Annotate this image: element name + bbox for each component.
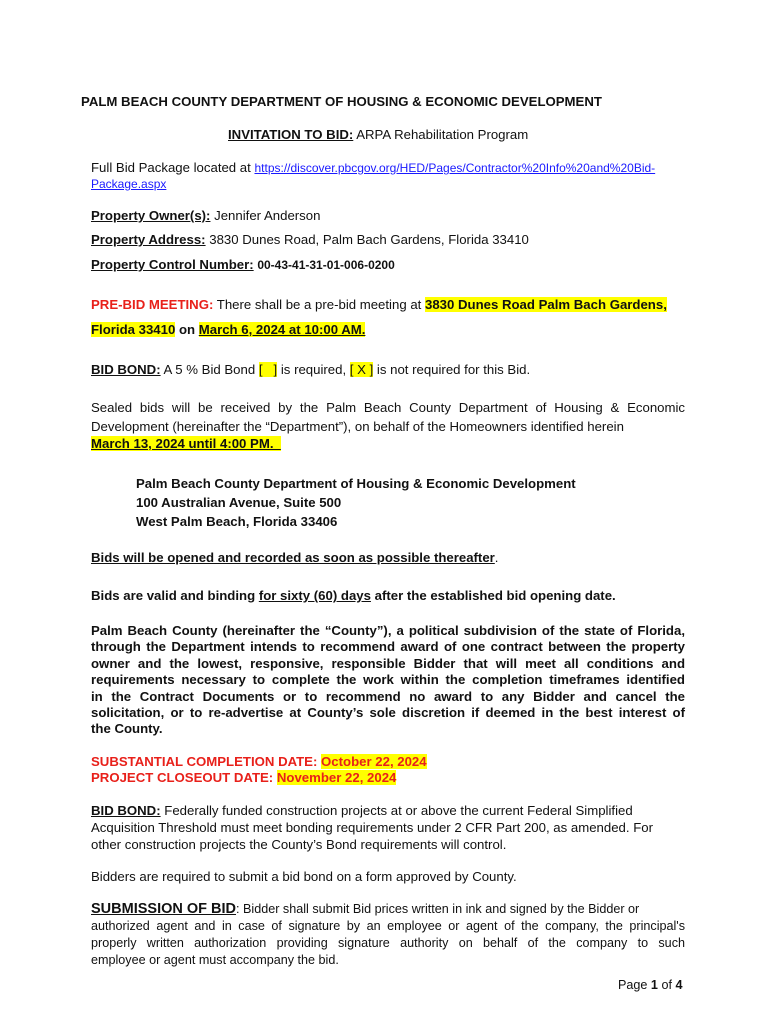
sealed-bids-line: Sealed bids will be received by the Palm Beach County Department of Housing & Economic [91,400,685,415]
substantial-completion-line [91,754,427,770]
bid-bond-federal-line-2: Acquisition Threshold must meet bonding requirements under 2 CFR Part 200, as amended. For [91,820,653,835]
owner-value: Jennifer Anderson [214,208,321,223]
submission-text: : Bidder shall submit Bid prices written in ink and signed by the Bidder or [236,902,640,916]
property-address-line [91,232,529,248]
pre-bid-text: There shall be a pre-bid meeting at [216,297,422,312]
project-closeout-line [91,770,396,786]
address-label: Property Address: [91,232,206,247]
control-value: 00-43-41-31-01-006-0200 [257,258,395,272]
sealed-bids-paragraph [91,400,685,452]
bid-bond-text-b: is required, [280,362,347,377]
bid-bond-text-a: A 5 % Bid Bond [163,362,256,377]
substantial-completion-date: October 22, 2024 [321,754,427,769]
pre-bid-label: PRE-BID MEETING: [91,297,214,312]
bond-not-required-checkbox: [ X ] [349,362,374,377]
county-paragraph [91,623,685,738]
pre-bid-on: on [178,322,196,337]
bid-bond-line [91,362,530,378]
owner-label: Property Owner(s): [91,208,211,223]
property-control-line [91,257,395,273]
county-paragraph-line: Palm Beach County (hereinafter the “County”), a political subdivision of the state of Florida, [91,623,685,638]
pre-bid-line-2 [91,322,365,338]
pre-bid-location-continued: Florida 33410 [91,322,176,337]
total-pages: 4 [675,978,683,992]
invitation-line [228,127,528,143]
address-block-line-2: 100 Australian Avenue, Suite 500 [136,495,342,510]
current-page: 1 [650,978,658,992]
bids-valid-text-a: Bids are valid and binding [91,588,256,603]
page-number [618,977,682,993]
address-value: 3830 Dunes Road, Palm Bach Gardens, Florida 33410 [209,232,529,247]
invitation-value: ARPA Rehabilitation Program [356,127,529,142]
control-label: Property Control Number: [91,257,254,272]
property-owner-line [91,208,320,224]
address-block-line-1: Palm Beach County Department of Housing & Economic Development [136,476,576,491]
bids-valid-duration: for sixty (60) days [258,588,371,603]
bids-opened-text: Bids will be opened and recorded as soon as possible thereafter [91,550,495,565]
bids-valid-text-b: after the established bid opening date. [374,588,616,603]
pre-bid-line-1 [91,297,667,313]
bid-bond-federal-line-1 [91,803,633,819]
substantial-completion-label: SUBSTANTIAL COMPLETION DATE: [91,754,318,769]
page-word: Page [618,978,648,992]
bids-opened-period: . [494,550,499,565]
bids-valid-line [91,588,616,604]
project-closeout-date: November 22, 2024 [276,770,397,785]
bid-bond-federal-text: Federally funded construction projects at or above the current Federal Simplified [164,803,633,818]
bid-bond-label: BID BOND: [91,362,161,377]
project-closeout-label: PROJECT CLOSEOUT DATE: [91,770,274,785]
county-paragraph-line: solicitation, or to re-advertise at County’s sole discretion if deemed in the best interest of [91,705,685,721]
submission-paragraph [91,901,685,969]
county-paragraph-line: the County. [91,721,163,737]
sealed-bids-line: Development (hereinafter the “Department”), on behalf of the Homeowners identified herein [91,419,624,435]
county-paragraph-line: through the Department intends to recommend award of one contract between the property [91,639,685,655]
county-paragraph-line: owner and the lowest, responsive, responsible Bidder that will meet all conditions and [91,655,685,671]
bid-package-line [91,160,655,176]
bid-package-link[interactable]: https://discover.pbcgov.org/HED/Pages/Contractor%20Info%20and%20Bid- [254,161,656,175]
bid-bond-label-2: BID BOND: [91,803,161,818]
bond-required-checkbox: [ ] [258,362,278,377]
bids-opened-line [91,550,498,566]
bid-bond-text-c: is not required for this Bid. [376,362,531,377]
bid-deadline: March 13, 2024 until 4:00 PM. [91,435,281,451]
submission-line: authorized agent and in case of signature by an employee or agent of the company, the principal's [91,919,685,933]
submission-line: employee or agent must accompany the bid. [91,953,339,967]
pre-bid-location: 3830 Dunes Road Palm Bach Gardens, [425,297,667,312]
bid-package-label: Full Bid Package located at [91,160,251,175]
bid-package-link-continued[interactable]: Package.aspx [91,177,167,191]
submission-line: properly written authorization providing signature authority on behalf of the company to such [91,936,685,950]
bid-bond-federal-line-3: other construction projects the County’s Bond requirements will control. [91,837,507,852]
county-paragraph-line: requirements necessary to complete the work within the completion timeframes identified [91,672,685,688]
pre-bid-datetime: March 6, 2024 at 10:00 AM. [198,322,366,337]
department-title: PALM BEACH COUNTY DEPARTMENT OF HOUSING & ECONOMIC DEVELOPMENT [81,94,602,109]
address-block-line-3: West Palm Beach, Florida 33406 [136,514,338,529]
county-paragraph-line: in the Contract Documents or to recommend no award to any Bidder and cancel the [91,688,685,704]
bidders-required-line: Bidders are required to submit a bid bond on a form approved by County. [91,869,517,884]
invitation-label: INVITATION TO BID: [228,127,354,142]
of-word: of [661,978,672,992]
submission-label: SUBMISSION OF BID [91,901,237,917]
